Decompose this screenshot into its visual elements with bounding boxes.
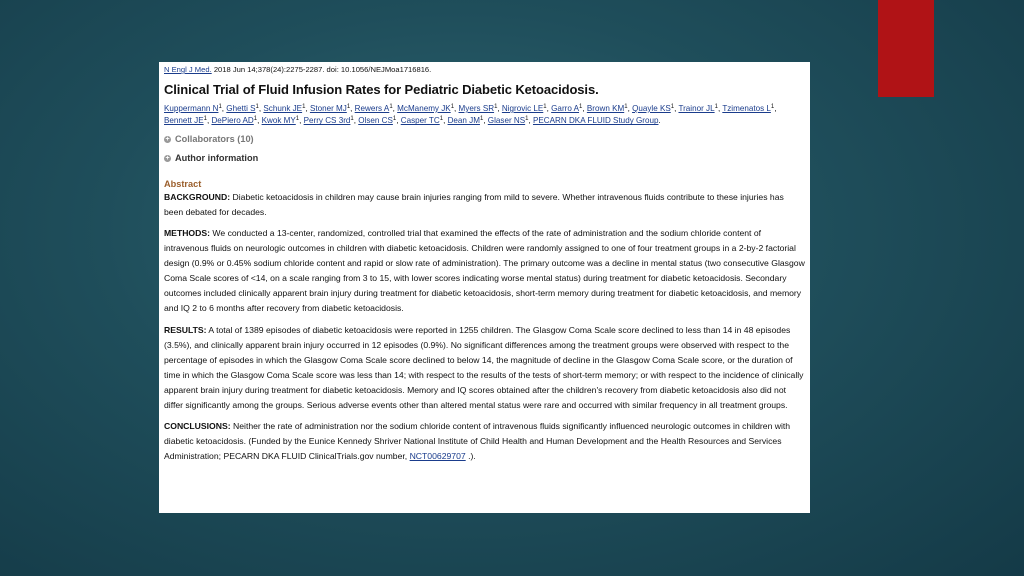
author-link[interactable]: Glaser NS (487, 116, 526, 126)
author-separator: , (774, 104, 777, 113)
author-separator: , (221, 104, 227, 113)
author-separator: , (674, 104, 679, 113)
author-separator: , (546, 104, 552, 113)
author-affiliation-sup: 1 (670, 104, 675, 110)
author-affiliation-sup: 1 (770, 104, 775, 110)
author-link[interactable]: Casper TC (400, 116, 440, 126)
author-separator: , (582, 104, 587, 113)
author-affiliation-sup: 1 (302, 104, 306, 110)
author-affiliation-sup: 1 (253, 116, 258, 123)
author-separator: , (299, 116, 304, 126)
author-affiliation-sup: 1 (543, 104, 547, 110)
plus-circle-icon: + (165, 154, 170, 162)
citation-details: 2018 Jun 14;378(24):2275-2287. doi: 10.1056/NEJMoa1716816. (213, 65, 432, 74)
author-link[interactable]: Schunk JE (263, 104, 303, 113)
author-separator: , (454, 104, 459, 113)
collaborators-toggle[interactable] (164, 133, 805, 146)
author-affiliation-sup: 1 (203, 116, 207, 123)
background-label: BACKGROUND: (164, 191, 231, 202)
author-separator: , (528, 116, 533, 126)
author-separator: , (497, 104, 502, 113)
conclusions-tail: .). (465, 451, 476, 462)
author-link[interactable]: Stoner MJ (309, 104, 347, 113)
author-affiliation-sup: 1 (295, 116, 300, 123)
author-link[interactable]: Garro A (551, 104, 580, 113)
author-separator: , (392, 104, 398, 113)
author-separator: , (483, 116, 488, 126)
author-separator: , (206, 116, 212, 126)
author-separator: , (350, 104, 355, 113)
author-affiliation-sup: 1 (255, 104, 259, 110)
author-affiliation-sup: 1 (479, 116, 484, 123)
abstract-heading: Abstract (164, 178, 202, 189)
author-link[interactable]: Quayle KS (632, 104, 671, 113)
abstract-background (164, 190, 805, 220)
author-link[interactable]: Myers SR (458, 104, 495, 113)
author-affiliation-sup: 1 (218, 104, 222, 110)
author-separator: , (443, 116, 448, 126)
methods-text: We conducted a 13-center, randomized, controlled trial that examined the effects of the rate of administration and the sodium chloride content of intravenous fluids on neurologic outcomes in children with diabetic ketoacidosis. Children were randomly assigned to one of four treatment groups in a 2-by-2 factorial design (0.9% or 0.45% sodium chloride content and rapid or slow rate of administration). The primary outcome was a decline in mental status (two consecutive Glasgow Coma Scale scores of <14, on a scale ranging from 3 to 15, with lower scores indicating worse mental status) during treatment for diabetic ketoacidosis. Secondary outcomes included clinically apparent brain injury during treatment for diabetic ketoacidosis, short-term memory during treatment for diabetic ketoacidosis, and memory and IQ 2 to 6 months after recovery from diabetic ketoacidosis. (164, 228, 805, 314)
author-link[interactable]: Brown KM (586, 104, 625, 113)
paper-title: Clinical Trial of Fluid Infusion Rates for Pediatric Diabetic Ketoacidosis. (164, 82, 599, 97)
author-list (164, 103, 805, 128)
author-link[interactable]: Nigrovic LE (501, 104, 544, 113)
author-separator: . (658, 116, 661, 126)
plus-circle-icon: + (165, 135, 170, 143)
author-affiliation-sup: 1 (624, 104, 628, 110)
author-link[interactable]: Kuppermann N (164, 104, 219, 113)
author-affiliation-sup: 1 (439, 116, 444, 123)
author-separator: , (717, 104, 723, 113)
author-link[interactable]: Kwok MY (261, 116, 296, 126)
author-separator: , (305, 104, 310, 113)
author-affiliation-sup: 1 (450, 104, 455, 110)
paper-screenshot (159, 62, 810, 513)
author-affiliation-sup: 1 (350, 116, 354, 123)
conclusions-text: Neither the rate of administration nor the sodium chloride content of intravenous fluids significantly influenced neurologic outcomes in children with diabetic ketoacidosis. (Funded by the Eunice Kennedy Shriver National Institute of Child Health and Human Development and the Health Resources and Services Administration; PECARN DKA FLUID ClinicalTrials.gov number, (164, 421, 791, 462)
author-link[interactable]: Trainor JL (678, 104, 715, 113)
author-link[interactable]: Rewers A (354, 104, 390, 113)
author-separator: , (627, 104, 633, 113)
author-affiliation-sup: 1 (392, 116, 397, 123)
journal-link[interactable]: N Engl J Med. (164, 65, 212, 74)
results-text: A total of 1389 episodes of diabetic ketoacidosis were reported in 1255 children. The Glasgow Coma Scale score declined to less than 14 in 48 episodes (3.5%), and clinically apparent brain injury occurred in 12 episodes (0.9%). No significant differences among the treatment groups were observed with respect to the percentage of episodes in which the Glasgow Coma Scale score declined to below 14, the magnitude of decline in the Glasgow Coma Scale score, or the duration of time in which the Glasgow Coma Scale score was less than 14; with respect to the results of the tests of short-term memory; or with respect to the incidence of clinically apparent brain injury during treatment for diabetic ketoacidosis. Memory and IQ scores obtained after the children's recovery from diabetic ketoacidosis also did not differ significantly among the groups. Serious adverse events other than altered mental status were rare and occurred with similar frequency in all treatment groups. (164, 324, 804, 411)
collaborators-label: Collaborators (10) (175, 133, 254, 144)
conclusions-label: CONCLUSIONS: (164, 421, 231, 432)
abstract-results (164, 323, 805, 414)
author-affiliation-sup: 1 (346, 104, 351, 110)
author-information-toggle[interactable] (164, 152, 805, 165)
clinical-trial-link[interactable]: NCT00629707 (409, 451, 466, 462)
author-information-label: Author information (175, 152, 259, 163)
methods-label: METHODS: (164, 228, 210, 238)
abstract-conclusions (164, 419, 805, 464)
author-separator: , (353, 116, 359, 126)
author-link[interactable]: Perry CS 3rd (303, 116, 351, 126)
accent-tab (878, 0, 934, 97)
results-label: RESULTS: (164, 324, 207, 335)
author-affiliation-sup: 1 (494, 104, 498, 110)
author-separator: , (396, 116, 401, 126)
citation-line (164, 65, 805, 75)
author-affiliation-sup: 1 (579, 104, 583, 110)
abstract-methods (164, 226, 805, 317)
author-separator: , (257, 116, 262, 126)
author-link[interactable]: Olsen CS (358, 116, 393, 126)
author-link[interactable]: McManemy JK (397, 104, 451, 113)
author-link[interactable]: Bennett JE (164, 116, 204, 126)
author-link[interactable]: PECARN DKA FLUID Study Group (532, 116, 659, 126)
author-link[interactable]: Ghetti S (226, 104, 256, 113)
author-link[interactable]: DePiero AD (211, 116, 254, 126)
background-text: Diabetic ketoacidosis in children may cause brain injuries ranging from mild to severe. Whether intravenous fluids contribute to these injuries has been debated for decades. (164, 191, 784, 217)
author-link[interactable]: Tzimenatos L (722, 104, 771, 113)
author-link[interactable]: Dean JM (447, 116, 480, 126)
author-separator: , (258, 104, 264, 113)
author-affiliation-sup: 1 (525, 116, 529, 123)
author-affiliation-sup: 1 (389, 104, 393, 110)
author-affiliation-sup: 1 (714, 104, 718, 110)
